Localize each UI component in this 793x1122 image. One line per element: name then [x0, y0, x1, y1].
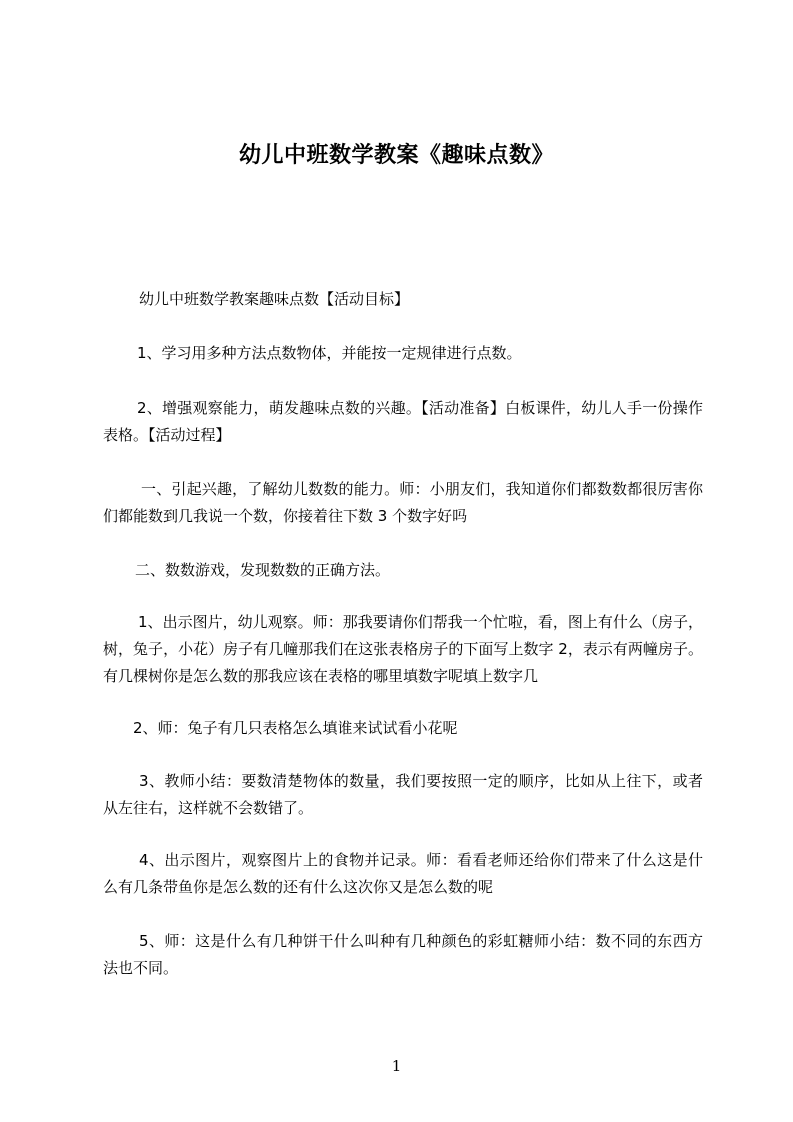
paragraph-step-2: 二、数数游戏，发现数数的正确方法。 [135, 561, 391, 579]
paragraph-goal-2: 2、增强观察能力，萌发趣味点数的兴趣。【活动准备】白板课件，幼儿人手一份操作表格。【活动过程】 [103, 399, 703, 444]
paragraph-substep-3: 3、教师小结：要数清楚物体的数量，我们要按照一定的顺序，比如从上往下，或者从左往右，这样就不会数错了。 [103, 772, 703, 817]
paragraph-goal-1: 1、学习用多种方法点数物体，并能按一定规律进行点数。 [137, 344, 522, 362]
paragraph-substep-4: 4、出示图片，观察图片上的食物并记录。师：看看老师还给你们带来了什么这是什么有几条带鱼你是怎么数的还有什么这次你又是怎么数的呢 [103, 851, 703, 896]
paragraph-substep-5: 5、师：这是什么有几种饼干什么叫种有几种颜色的彩虹糖师小结：数不同的东西方法也不同。 [103, 932, 703, 977]
paragraph-substep-1: 1、出示图片，幼儿观察。师：那我要请你们帮我一个忙啦，看，图上有什么（房子，树，兔子，小花）房子有几幢那我们在这张表格房子的下面写上数字 2，表示有两幢房子。有几棵树你是怎么数的那我应该在表格的哪里填数字呢填上数字几 [103, 613, 703, 685]
page-number: 1 [391, 1057, 402, 1075]
paragraph-activity-goals: 幼儿中班数学教案趣味点数【活动目标】 [139, 290, 410, 308]
paragraph-step-1: 一、引起兴趣，了解幼儿数数的能力。师：小朋友们，我知道你们都数数都很厉害你们都能数到几我说一个数，你接着往下数 3 个数字好吗 [103, 480, 703, 525]
document-title: 幼儿中班数学教案《趣味点数》 [238, 143, 554, 168]
paragraph-substep-2: 2、师：兔子有几只表格怎么填谁来试试看小花呢 [133, 719, 458, 737]
